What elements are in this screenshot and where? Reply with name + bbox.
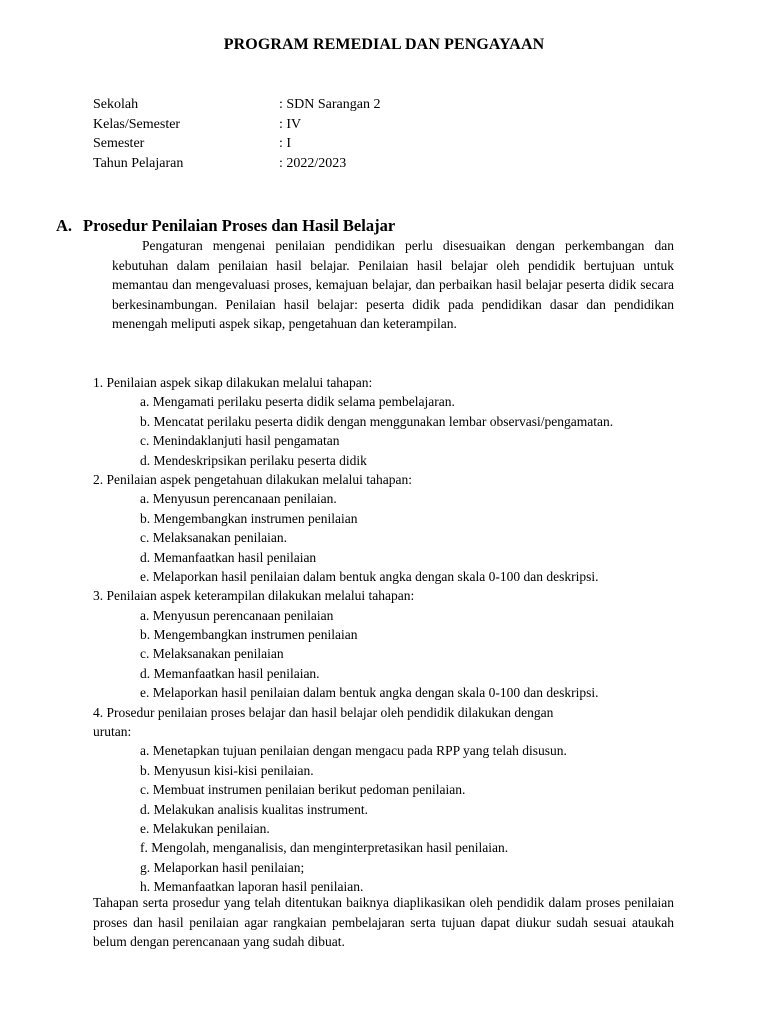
identity-label: Tahun Pelajaran	[93, 155, 184, 171]
section-title: Prosedur Penilaian Proses dan Hasil Belajar	[83, 216, 396, 235]
list-item-continuation: urutan:	[93, 724, 132, 740]
list-item: 2. Penilaian aspek pengetahuan dilakukan melalui tahapan:	[93, 471, 413, 487]
section-heading	[56, 216, 395, 236]
list-subitem: b. Mengembangkan instrumen penilaian	[140, 510, 358, 526]
section-number: A.	[56, 216, 73, 235]
document-title: PROGRAM REMEDIAL DAN PENGAYAAN	[223, 36, 545, 53]
list-subitem: b. Mengembangkan instrumen penilaian	[140, 627, 358, 643]
list-subitem: a. Menyusun perencanaan penilaian	[140, 607, 334, 623]
list-subitem: d. Memanfaatkan hasil penilaian	[140, 549, 317, 565]
identity-value: : 2022/2023	[279, 155, 347, 171]
list-subitem: d. Mendeskripsikan perilaku peserta didik	[140, 452, 367, 468]
list-item: 1. Penilaian aspek sikap dilakukan melalui tahapan:	[93, 375, 373, 390]
list-subitem: a. Menyusun perencanaan penilaian.	[140, 491, 337, 507]
identity-label: Sekolah	[93, 97, 139, 112]
identity-table	[93, 95, 613, 173]
list-subitem: d. Memanfaatkan hasil penilaian.	[140, 665, 320, 681]
procedure-list	[93, 373, 693, 897]
list-subitem: b. Mencatat perilaku peserta didik dengan menggunakan lembar observasi/pengamatan.	[140, 413, 614, 429]
identity-label: Kelas/Semester	[93, 116, 181, 132]
identity-value: : I	[279, 136, 292, 151]
intro-paragraph: Pengaturan mengenai penilaian pendidikan perlu disesuaikan dengan perkembangan dan kebutuhan dalam penilaian hasil belajar. Penilaian hasil belajar oleh pendidik bertujuan untuk memantau dan mengevaluasi proses, kemajuan belajar, dan perbaikan hasil belajar peserta didik secara berkesinambungan. Penilaian hasil belajar: peserta didik pada pendidikan dasar dan pendidikan menengah meliputi aspek sikap, pengetahuan dan keterampilan.	[112, 238, 674, 331]
list-subitem: d. Melakukan analisis kualitas instrument.	[140, 801, 368, 817]
list-subitem: e. Melaporkan hasil penilaian dalam bentuk angka dengan skala 0-100 dan deskripsi.	[140, 568, 599, 584]
list-subitem: b. Menyusun kisi-kisi penilaian.	[140, 762, 314, 778]
identity-value: : IV	[279, 116, 302, 132]
list-subitem: c. Membuat instrumen penilaian berikut pedoman penilaian.	[140, 782, 466, 798]
list-subitem: e. Melaporkan hasil penilaian dalam bentuk angka dengan skala 0-100 dan deskripsi.	[140, 685, 599, 701]
list-subitem: e. Melakukan penilaian.	[140, 820, 270, 836]
closing-paragraph: Tahapan serta prosedur yang telah ditentukan baiknya diaplikasikan oleh pendidik dalam proses penilaian proses dan hasil penilaian agar rangkaian pembelajaran serta tujuan dapat diukur sudah sesuai ataukah belum dengan perencanaan yang sudah dibuat.	[93, 895, 674, 949]
list-subitem: c. Menindaklanjuti hasil pengamatan	[140, 433, 340, 449]
identity-row	[93, 134, 613, 154]
identity-value: : SDN Sarangan 2	[279, 97, 381, 112]
identity-row	[93, 154, 613, 174]
list-subitem: a. Menetapkan tujuan penilaian dengan mengacu pada RPP yang telah disusun.	[140, 743, 567, 759]
list-subitem: c. Melaksanakan penilaian	[140, 646, 284, 662]
list-item: 3. Penilaian aspek keterampilan dilakukan melalui tahapan:	[93, 588, 415, 604]
identity-row	[93, 95, 613, 115]
list-subitem: h. Memanfaatkan laporan hasil penilaian.	[140, 879, 364, 895]
list-subitem: g. Melaporkan hasil penilaian;	[140, 859, 305, 875]
list-subitem: a. Mengamati perilaku peserta didik selama pembelajaran.	[140, 394, 455, 410]
list-subitem: c. Melaksanakan penilaian.	[140, 530, 287, 546]
identity-label: Semester	[93, 136, 145, 151]
list-item: 4. Prosedur penilaian proses belajar dan hasil belajar oleh pendidik dilakukan dengan	[93, 704, 554, 720]
identity-row	[93, 115, 613, 135]
list-subitem: f. Mengolah, menganalisis, dan menginterpretasikan hasil penilaian.	[140, 840, 509, 856]
